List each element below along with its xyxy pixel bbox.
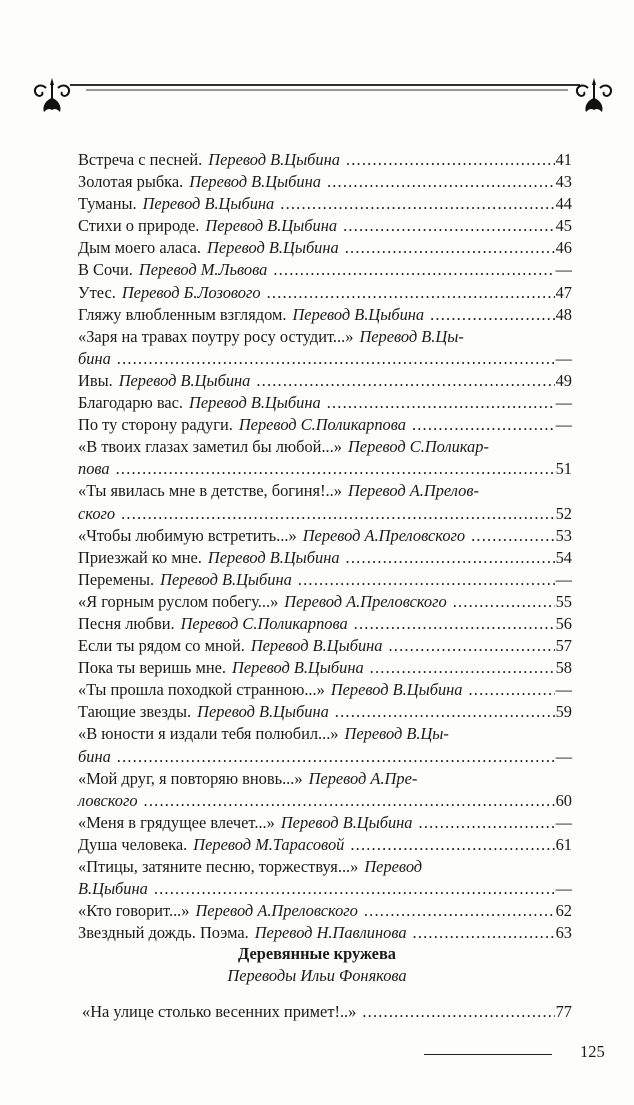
dot-leader: [298, 569, 555, 591]
toc-entry-translator: Перевод В.Цыбина: [197, 702, 329, 722]
toc-entry: [78, 679, 572, 701]
toc-entry-page: —: [555, 260, 572, 280]
right-fleuron-icon: [577, 78, 611, 112]
toc-entry-title: Пока ты веришь мне.: [78, 658, 226, 678]
toc-entry-title: Дым моего аласа.: [78, 238, 202, 258]
dot-leader: [364, 900, 555, 922]
toc-entry-title: «В юности я издали тебя полюбил...»: [78, 724, 339, 744]
toc-entry-page: 59: [555, 702, 572, 722]
toc-entry-title: Встреча с песней.: [78, 150, 203, 169]
toc-entry-page: 52: [555, 503, 572, 523]
toc-entry-title: «Ты прошла походкой странною...»: [78, 680, 325, 700]
toc-entry-title: Приезжай ко мне.: [78, 547, 202, 567]
dot-leader: [354, 613, 555, 635]
dot-leader: [388, 635, 554, 657]
toc-entry-translator: Перевод А.Прелов-: [347, 481, 479, 501]
dot-leader: [327, 171, 555, 193]
toc-entry: [78, 193, 572, 215]
table-of-contents-section-2: [82, 1001, 572, 1023]
toc-entry-page: 45: [555, 216, 572, 236]
toc-entry-title: «Чтобы любимую встретить...»: [78, 525, 297, 545]
toc-entry: [78, 878, 572, 900]
toc-entry: [78, 215, 572, 237]
toc-entry: [78, 768, 572, 790]
dot-leader: [267, 282, 555, 304]
toc-entry-translator: пова: [78, 459, 110, 479]
toc-entry-translator: бина: [78, 348, 111, 368]
toc-entry: [78, 900, 572, 922]
toc-entry-translator: Перевод В.Цы-: [359, 326, 464, 346]
toc-entry: [78, 856, 572, 878]
toc-entry-title: «Я горным руслом побегу...»: [78, 591, 279, 611]
toc-entry: [82, 1001, 572, 1023]
section-subtitle: Переводы Ильи Фонякова: [227, 966, 407, 985]
toc-entry-title: «Мой друг, я повторяю вновь...»: [78, 768, 303, 788]
toc-entry-translator: Перевод С.Поликарпова: [238, 415, 406, 435]
toc-entry-title: В Сочи.: [78, 260, 133, 280]
toc-entry: [78, 503, 572, 525]
dot-leader: [117, 348, 555, 370]
table-of-contents: [78, 149, 572, 944]
toc-entry-title: «Меня в грядущее влечет...»: [78, 812, 275, 832]
toc-entry: [78, 569, 572, 591]
toc-entry-title: «Заря на травах поутру росу остудит...»: [78, 326, 354, 346]
toc-entry-translator: Перевод С.Поликар-: [347, 437, 489, 457]
toc-entry: [78, 348, 572, 370]
toc-entry-page: 44: [555, 194, 572, 214]
toc-entry: [78, 701, 572, 723]
toc-entry: [78, 525, 572, 547]
toc-entry-title: Гляжу влюбленным взглядом.: [78, 304, 287, 324]
footer-rule: [424, 1054, 552, 1055]
dot-leader: [327, 392, 555, 414]
left-fleuron-icon: [35, 78, 69, 112]
toc-entry: [78, 723, 572, 745]
toc-entry-translator: Перевод А.Преловского: [284, 591, 447, 611]
toc-entry-title: «На улице столько весенних примет!..»: [82, 1002, 357, 1021]
toc-entry: [78, 149, 572, 171]
toc-entry: [78, 282, 572, 304]
toc-entry-title: «Ты явилась мне в детстве, богиня!..»: [78, 481, 342, 501]
toc-entry-page: 49: [555, 370, 572, 390]
toc-entry-title: Тающие звезды.: [78, 702, 192, 722]
toc-entry-page: 61: [555, 834, 572, 854]
toc-entry-translator: Перевод С.Поликарпова: [180, 613, 348, 633]
toc-entry-page: 55: [555, 591, 572, 611]
toc-entry: [78, 304, 572, 326]
toc-entry-translator: Перевод Б.Лозового: [121, 282, 261, 302]
toc-entry-page: 54: [555, 547, 572, 567]
toc-entry: [78, 922, 572, 944]
toc-entry-page: 51: [555, 459, 572, 479]
dot-leader: [144, 790, 555, 812]
toc-entry: [78, 834, 572, 856]
toc-entry: [78, 746, 572, 768]
toc-entry-translator: Перевод Н.Павлинова: [254, 923, 407, 943]
toc-entry: [78, 547, 572, 569]
dot-leader: [280, 193, 554, 215]
toc-entry-page: 48: [555, 304, 572, 324]
toc-entry-translator: Перевод А.Преловского: [195, 901, 358, 921]
section-title: Деревянные кружева: [237, 944, 396, 963]
toc-entry: [78, 657, 572, 679]
toc-entry-title: Стихи о природе.: [78, 216, 200, 236]
toc-entry-translator: ского: [78, 503, 116, 523]
dot-leader: [116, 458, 555, 480]
toc-entry-page: 63: [555, 923, 572, 943]
toc-entry-page: 77: [555, 1002, 572, 1021]
toc-entry-page: 58: [555, 658, 572, 678]
toc-entry-page: —: [555, 393, 572, 413]
toc-entry-translator: Перевод А.Преловского: [302, 525, 466, 545]
toc-entry-translator: Перевод В.Цыбина: [142, 194, 275, 214]
toc-entry-title: Если ты рядом со мной.: [78, 636, 245, 656]
toc-entry-title: «В твоих глазах заметил бы любой...»: [78, 437, 342, 457]
toc-entry-translator: Перевод В.Цыбина: [189, 172, 321, 192]
toc-entry-title: Душа человека.: [78, 834, 188, 854]
toc-entry-page: 53: [555, 525, 572, 545]
toc-entry-translator: Перевод В.Цыбина: [118, 370, 251, 390]
toc-entry-translator: Перевод В.Цыбина: [160, 569, 292, 589]
dot-leader: [346, 149, 555, 171]
toc-entry-title: Золотая рыбка.: [78, 172, 184, 192]
toc-entry: [78, 237, 572, 259]
dot-leader: [370, 657, 555, 679]
dot-leader: [453, 591, 555, 613]
toc-entry-title: Ивы.: [78, 370, 113, 390]
toc-entry-translator: Перевод В.Цыбина: [250, 636, 383, 656]
toc-entry-translator: Перевод В.Цыбина: [189, 393, 321, 413]
dot-leader: [345, 237, 555, 259]
toc-entry: [78, 171, 572, 193]
toc-entry-page: 43: [555, 172, 572, 192]
toc-entry-title: «Птицы, затяните песню, торжествуя...»: [78, 857, 359, 876]
toc-entry-page: —: [555, 569, 572, 589]
toc-entry-page: —: [555, 680, 572, 700]
toc-entry-title: Песня любви.: [78, 613, 175, 633]
dot-leader: [430, 304, 554, 326]
dot-leader: [468, 679, 554, 701]
toc-entry-page: 57: [555, 636, 572, 656]
toc-entry: [78, 436, 572, 458]
toc-entry: [78, 326, 572, 348]
dot-leader: [117, 746, 555, 768]
toc-entry: [78, 613, 572, 635]
toc-entry-title: Перемены.: [78, 569, 155, 589]
toc-entry-page: 62: [555, 901, 572, 921]
toc-entry-translator: Перевод В.Цыбина: [330, 680, 463, 700]
toc-entry-page: 47: [555, 282, 572, 302]
toc-entry: [78, 259, 572, 281]
toc-entry: [78, 790, 572, 812]
toc-entry-title: По ту сторону радуги.: [78, 415, 233, 435]
toc-entry-title: Звездный дождь. Поэма.: [78, 923, 249, 943]
dot-leader: [362, 1001, 554, 1023]
toc-entry-page: —: [555, 879, 572, 899]
toc-entry-title: Утес.: [78, 282, 116, 302]
toc-entry-page: 60: [555, 790, 572, 810]
toc-entry: [78, 458, 572, 480]
toc-entry-page: 56: [555, 613, 572, 633]
toc-entry-translator: Перевод А.Пре-: [308, 768, 418, 788]
toc-entry-translator: Перевод В.Цыбина: [205, 216, 338, 236]
toc-entry: [78, 392, 572, 414]
toc-entry-translator: Перевод В.Цыбина: [292, 304, 425, 324]
toc-entry-translator: бина: [78, 746, 111, 766]
toc-entry-translator: Перевод М.Тарасовой: [193, 834, 345, 854]
dot-leader: [419, 812, 555, 834]
toc-entry-page: 46: [555, 238, 572, 258]
toc-entry-translator: Перевод М.Львова: [138, 260, 268, 280]
dot-leader: [346, 547, 555, 569]
page-number: 125: [580, 1042, 605, 1061]
dot-leader: [273, 259, 554, 281]
toc-entry-page: —: [555, 812, 572, 832]
toc-entry: [78, 414, 572, 436]
toc-entry-translator: Перевод В.Цы-: [344, 724, 449, 744]
toc-entry: [78, 812, 572, 834]
toc-entry-translator: В.Цыбина: [78, 879, 148, 899]
toc-entry: [78, 480, 572, 502]
dot-leader: [412, 414, 555, 436]
dot-leader: [471, 525, 555, 547]
toc-entry-translator: Перевод В.Цыбина: [208, 150, 340, 169]
toc-entry-translator: Перевод В.Цыбина: [280, 812, 413, 832]
toc-entry-translator: Перевод В.Цыбина: [207, 238, 339, 258]
dot-leader: [121, 503, 555, 525]
dot-leader: [335, 701, 555, 723]
toc-entry: [78, 591, 572, 613]
toc-entry-page: —: [555, 415, 572, 435]
toc-entry-page: 41: [555, 150, 572, 169]
toc-entry-translator: Перевод В.Цыбина: [232, 658, 364, 678]
toc-entry-title: «Кто говорит...»: [78, 901, 190, 921]
toc-entry-title: Благодарю вас.: [78, 393, 184, 413]
toc-entry-page: —: [555, 746, 572, 766]
dot-leader: [154, 878, 555, 900]
toc-entry: [78, 370, 572, 392]
dot-leader: [413, 922, 555, 944]
dot-leader: [343, 215, 555, 237]
toc-entry-translator: ловского: [78, 790, 138, 810]
toc-entry: [78, 635, 572, 657]
section-heading: [0, 943, 634, 987]
decorative-header-rule: [28, 72, 618, 118]
toc-entry-translator: Перевод В.Цыбина: [207, 547, 340, 567]
toc-entry-page: —: [555, 348, 572, 368]
dot-leader: [350, 834, 554, 856]
toc-entry-translator: Перевод: [364, 857, 423, 876]
dot-leader: [256, 370, 554, 392]
toc-entry-title: Туманы.: [78, 194, 137, 214]
